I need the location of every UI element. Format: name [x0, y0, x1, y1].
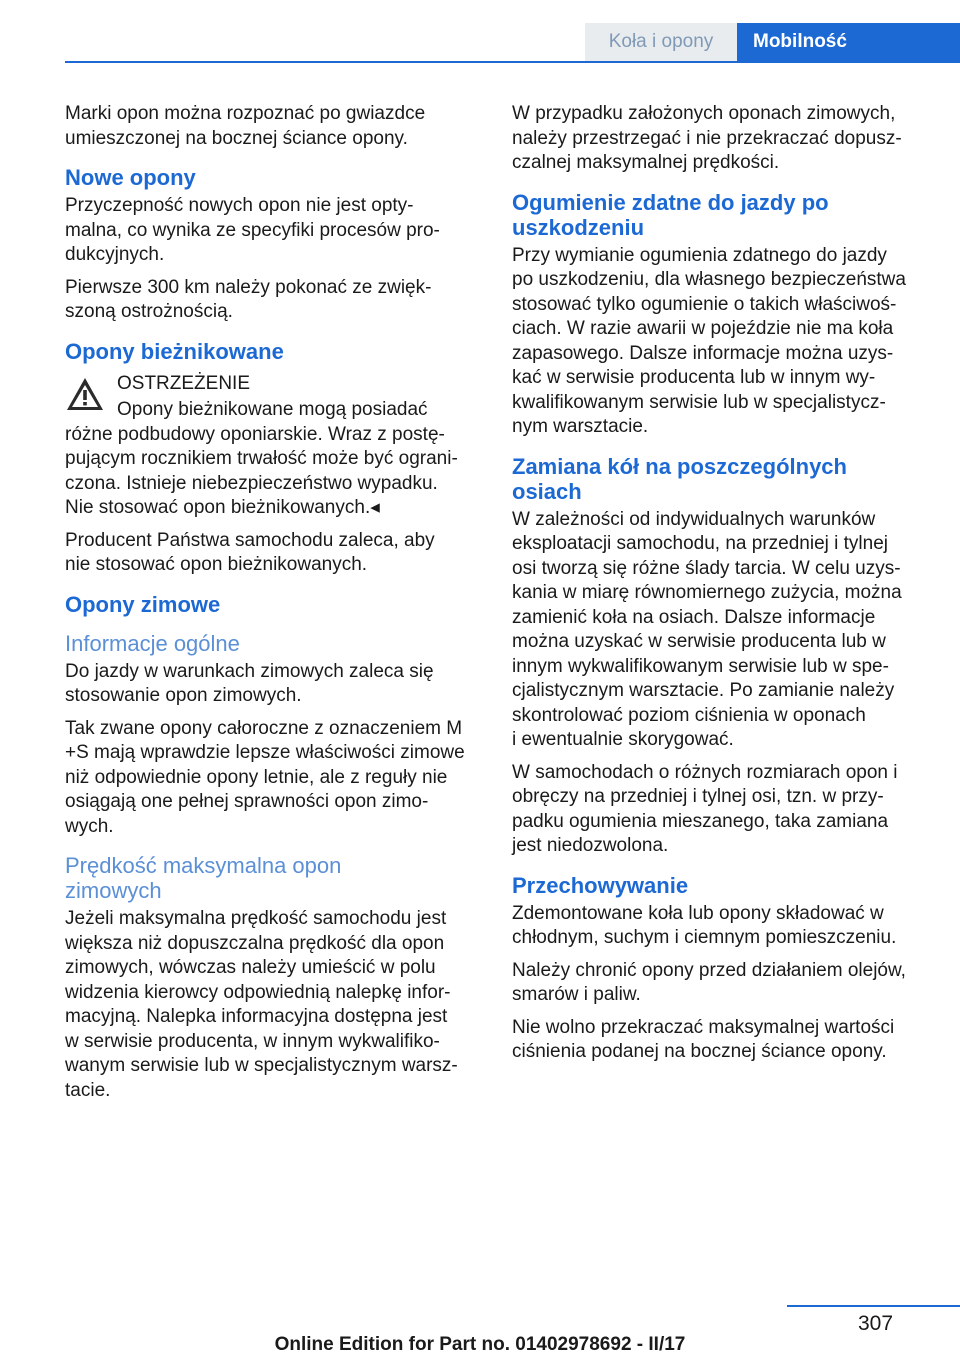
warning-title: OSTRZEŻENIE — [117, 372, 251, 394]
wheel-rotation-heading: Zamiana kół na poszczególnych osiach — [512, 453, 847, 504]
general-info-subheading: Informacje ogólne — [65, 630, 240, 656]
header-rule — [65, 61, 960, 63]
wheel-rotation-paragraph-1: W zależności od indywidualnych warunków eksploatacji samochodu, na przedniej i tylnej osi tworzą się różne ślady tarcia. W celu uzys- kania w miarę równomiernego zużycia, można zamienić koła na osiach. Dalsze informacje można uzyskać w serwisie producenta lub w innym wykwalifikowanym serwisie lub w spe- cjalistycznym warsztacie. Po zamianie należy skontrolować poziom ciśnienia w oponach i ewentualnie skorygować. — [512, 508, 902, 750]
winter-tires-heading: Opony zimowe — [65, 591, 221, 617]
edition-line: Online Edition for Part no. 01402978692 - II/17 — [274, 1334, 686, 1355]
run-flat-paragraph: Przy wymianie ogumienia zdatnego do jazdy po uszkodzeniu, dla własnego bezpieczeństwa stosować tylko ogumienie o takich właściwoś- ciach. W razie awarii w pojeździe nie ma koła zapasowego. Dalsze informacje można uzys- kać w serwisie producenta lub w innym wy- kwalifikowanym serwisie lub w specjalistycz- nym warsztacie. — [512, 244, 906, 437]
header-chapter-tab: Mobilność — [737, 23, 960, 61]
winter-paragraph-1: Do jazdy w warunkach zimowych zaleca się stosowanie opon zimowych. — [65, 660, 434, 706]
storage-heading: Przechowywanie — [512, 872, 689, 898]
warning-text-first-line: Opony bieżnikowane mogą posiadać — [117, 399, 428, 420]
new-tires-paragraph-2: Pierwsze 300 km należy pokonać ze zwięk- szoną ostrożnością. — [65, 276, 432, 322]
max-speed-subheading: Prędkość maksymalna opon zimowych — [65, 853, 342, 903]
footer-rule — [787, 1305, 960, 1307]
warning-block — [65, 372, 480, 521]
storage-paragraph-1: Zdemontowane koła lub opony składować w chłodnym, suchym i ciemnym pomieszczeniu. — [512, 902, 897, 948]
retreaded-heading: Opony bieżnikowane — [65, 338, 284, 364]
page-header — [0, 0, 960, 62]
storage-paragraph-3: Nie wolno przekraczać maksymalnej wartości ciśnienia podanej na bocznej ściance opony. — [512, 1016, 895, 1062]
right-intro-paragraph: W przypadku założonych oponach zimowych, należy przestrzegać i nie przekraczać dopusz- czalnej maksymalnej prędkości. — [512, 103, 902, 173]
wheel-rotation-paragraph-2: W samochodach o różnych rozmiarach opon i obręczy na przedniej i tylnej osi, tzn. w przy- padku ogumienia mieszanego, taka zamiana jest niedozwolona. — [512, 761, 898, 856]
warning-text: różne podbudowy oponiarskie. Wraz z postę- pującym rocznikiem trwałość może być ograni- czona. Istnieje niebezpieczeństwo wypadku. Nie stosować opon bieżnikowanych.◂ — [65, 423, 458, 518]
new-tires-heading: Nowe opony — [65, 165, 196, 190]
left-column — [65, 102, 480, 1111]
page-number: 307 — [858, 1312, 894, 1335]
new-tires-paragraph-1: Przyczepność nowych opon nie jest opty- malna, co wynika ze specyfiki procesów pro- dukcyjnych. — [65, 195, 440, 265]
run-flat-heading: Ogumienie zdatne do jazdy po uszkodzeniu — [512, 189, 829, 240]
storage-paragraph-2: Należy chronić opony przed działaniem olejów, smarów i paliw. — [512, 959, 906, 1005]
warning-triangle-icon — [65, 376, 105, 412]
winter-paragraph-2: Tak zwane opony całoroczne z oznaczeniem M +S mają wprawdzie lepsze właściwości zimowe niż odpowiednie opony letnie, ale z reguły nie osiągają one pełnej sprawności opon zimo- wych. — [65, 717, 465, 837]
intro-paragraph: Marki opon można rozpoznać po gwiazdce umieszczonej na bocznej ściance opony. — [65, 103, 426, 149]
winter-paragraph-3: Jeżeli maksymalna prędkość samochodu jest większa niż dopuszczalna prędkość dla opon zimowych, wówczas należy umieścić w polu widzenia kierowcy odpowiednią nalepkę infor- macyjną. Nalepka informacyjna dostępna jest w serwisie producenta, w innym wykwalifiko- wanym serwisie lub w specjalistycznym warsz- tacie. — [65, 908, 458, 1101]
retreaded-paragraph: Producent Państwa samochodu zaleca, aby nie stosować opon bieżnikowanych. — [65, 529, 435, 575]
header-section-tab: Koła i opony — [585, 23, 737, 61]
right-column — [512, 102, 927, 1073]
